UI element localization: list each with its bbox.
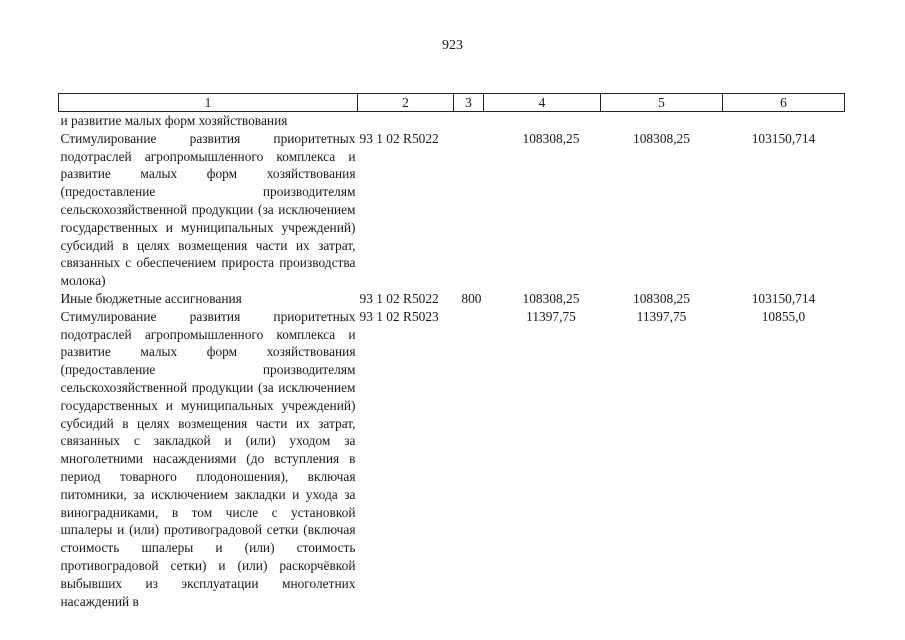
column-header-5: 5 [601,94,723,112]
table-row [59,290,845,308]
row-value-col6: 10855,0 [761,308,806,324]
row-value-col4 [484,112,601,130]
row-value-col6: 103150,714 [751,130,816,146]
column-header-3: 3 [454,94,484,112]
table-row [59,112,845,130]
row-value-col5: 108308,25 [633,130,690,146]
column-header-4: 4 [484,94,601,112]
row-name: Иные бюджетные ассигнования [60,290,242,306]
column-header-6: 6 [723,94,845,112]
row-expense-type [454,308,484,611]
row-value-col5: 108308,25 [633,290,690,306]
row-value-col4: 11397,75 [526,308,576,324]
table-header-row [59,94,845,112]
row-value-col6: 103150,714 [751,290,816,306]
row-expense-type [454,112,484,130]
row-code [358,112,454,130]
page-number: 923 [442,38,463,53]
table-row [59,308,845,611]
row-code: 93 1 02 R5023 [359,308,439,324]
row-value-col4: 108308,25 [522,290,580,306]
column-header-2: 2 [358,94,454,112]
row-value-col5 [601,112,723,130]
row-value-col6 [723,112,845,130]
row-expense-type [454,130,484,290]
row-expense-type: 800 [461,290,482,306]
budget-table [58,93,845,610]
row-value-col5: 11397,75 [636,308,687,324]
row-code: 93 1 02 R5022 [359,290,439,306]
column-header-1: 1 [59,94,358,112]
row-name: Стимулирование развития приоритетных подотраслей агропромышленного комплекса и развитие малых форм хозяйствования (предоставление производителям сельскохозяйственной продукции (за исключением государственных и муниципальных учреждений) субсидий в целях возмещения части их затрат, связанных с закладкой и (или) уходом за многолетними насаждениями (до вступления в период товарного плодоношения), включая питомники, за исключением закладки и ухода за виноградниками, в том числе с установкой шпалеры и (или) противоградовой сетки (включая стоимость шпалеры и (или) стоимость противоградовой сетки) и (или) раскорчёвкой выбывших из эксплуатации многолетних насаждений в [60,308,356,609]
row-name: и развитие малых форм хозяйствования [60,113,288,128]
table-row [59,130,845,290]
row-name: Стимулирование развития приоритетных подотраслей агропромышленного комплекса и развитие малых форм хозяйствования (предоставление производителям сельскохозяйственной продукции (за исключением государственных и муниципальных учреждений) субсидий в целях возмещения части их затрат, связанных с обеспечением прироста производства молока) [60,130,356,289]
row-code: 93 1 02 R5022 [359,130,439,146]
row-value-col4: 108308,25 [522,130,580,146]
